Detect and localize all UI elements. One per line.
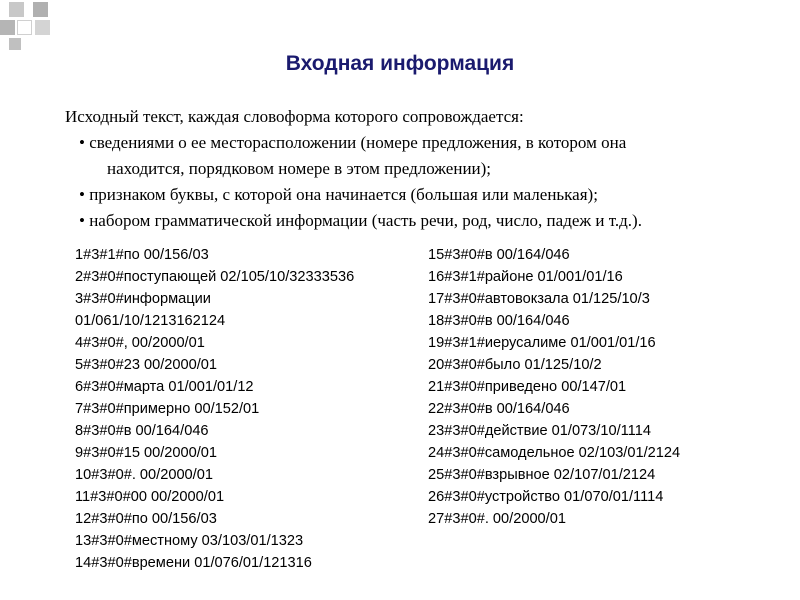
intro-text <box>65 104 795 234</box>
record-line: 22#3#0#в 00/164/046 <box>428 401 570 417</box>
bullet-location-continuation: находится, порядковом номере в этом предложении); <box>107 159 492 178</box>
decor-square <box>9 38 21 50</box>
bullet-grammar-info: • набором грамматической информации (часть речи, род, число, падеж и т.д.). <box>79 211 642 230</box>
records-right-column <box>428 244 680 530</box>
decor-square <box>33 2 48 17</box>
record-line: 26#3#0#устройство 01/070/01/1114 <box>428 489 664 505</box>
record-line: 16#3#1#районе 01/001/01/16 <box>428 269 623 285</box>
record-line: 24#3#0#самодельное 02/103/01/2124 <box>428 445 681 461</box>
record-line: 12#3#0#по 00/156/03 <box>75 511 217 527</box>
bullet-location: • сведениями о ее месторасположении (номере предложения, в котором она <box>79 133 627 152</box>
record-line: 10#3#0#. 00/2000/01 <box>75 467 213 483</box>
record-line: 9#3#0#15 00/2000/01 <box>75 445 218 461</box>
decor-square <box>0 20 15 35</box>
record-line: 14#3#0#времени 01/076/01/121316 <box>75 555 312 571</box>
corner-decoration <box>0 0 60 50</box>
decor-square <box>35 20 50 35</box>
record-line: 21#3#0#приведено 00/147/01 <box>428 379 627 395</box>
record-line: 01/061/10/1213162124 <box>75 313 226 329</box>
record-line: 15#3#0#в 00/164/046 <box>428 247 570 263</box>
slide-title: Входная информация <box>285 52 515 75</box>
bullet-letter-case: • признаком буквы, с которой она начинается (большая или маленькая); <box>79 185 598 204</box>
record-line: 19#3#1#иерусалиме 01/001/01/16 <box>428 335 656 351</box>
records-left-column <box>75 244 354 574</box>
record-line: 1#3#1#по 00/156/03 <box>75 247 209 263</box>
record-line: 3#3#0#информации <box>75 291 211 307</box>
intro-lead: Исходный текст, каждая словоформа которого сопровождается: <box>65 107 524 126</box>
record-line: 25#3#0#взрывное 02/107/01/2124 <box>428 467 656 483</box>
record-line: 11#3#0#00 00/2000/01 <box>75 489 225 505</box>
record-line: 18#3#0#в 00/164/046 <box>428 313 570 329</box>
record-line: 2#3#0#поступающей 02/105/10/32333536 <box>75 269 355 285</box>
decor-square <box>17 20 32 35</box>
record-line: 13#3#0#местному 03/103/01/1323 <box>75 533 304 549</box>
record-line: 8#3#0#в 00/164/046 <box>75 423 209 439</box>
record-line: 4#3#0#, 00/2000/01 <box>75 335 205 351</box>
record-line: 17#3#0#автовокзала 01/125/10/3 <box>428 291 650 307</box>
record-line: 27#3#0#. 00/2000/01 <box>428 511 566 527</box>
record-line: 5#3#0#23 00/2000/01 <box>75 357 218 373</box>
decor-square <box>9 2 24 17</box>
record-line: 6#3#0#марта 01/001/01/12 <box>75 379 254 395</box>
record-line: 7#3#0#примерно 00/152/01 <box>75 401 260 417</box>
record-line: 20#3#0#было 01/125/10/2 <box>428 357 602 373</box>
record-line: 23#3#0#действие 01/073/10/1114 <box>428 423 651 439</box>
